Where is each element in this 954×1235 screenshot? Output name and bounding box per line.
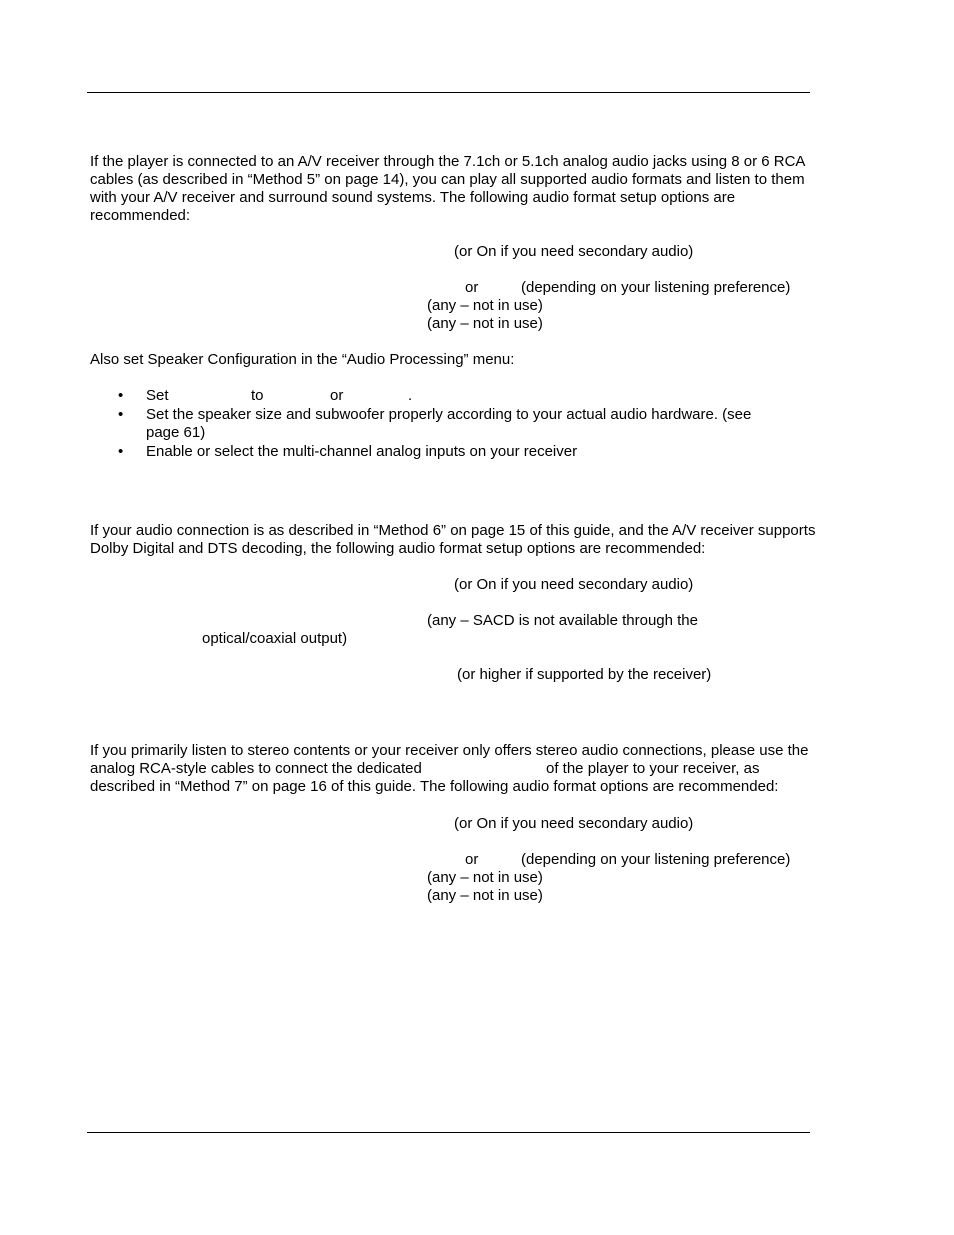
option-note: (any – not in use) — [427, 297, 543, 314]
paragraph-line: with your A/V receiver and surround sound systems. The following audio format setup options are — [90, 189, 736, 206]
option-note: (any – not in use) — [427, 887, 543, 904]
list-item-text: or — [330, 387, 344, 404]
option-note: or — [465, 279, 479, 296]
option-note: (any – not in use) — [427, 869, 543, 886]
paragraph-line: Dolby Digital and DTS decoding, the following audio format setup options are recommended: — [90, 540, 706, 557]
paragraph-line: of the player to your receiver, as — [546, 760, 760, 777]
bullet-icon: • — [118, 443, 124, 460]
bullet-icon: • — [118, 406, 124, 423]
option-note: (any – SACD is not available through the — [427, 612, 698, 629]
list-item-text: page 61) — [146, 424, 206, 441]
list-item-text: Set the speaker size and subwoofer properly according to your actual audio hardware. (see — [146, 406, 752, 423]
paragraph-line: described in “Method 7” on page 16 of this guide. The following audio format options are recommended: — [90, 778, 779, 795]
option-note: optical/coaxial output) — [202, 630, 348, 647]
list-item-text: Enable or select the multi-channel analog inputs on your receiver — [146, 443, 578, 460]
option-note: (or On if you need secondary audio) — [454, 815, 694, 832]
paragraph-line: If you primarily listen to stereo contents or your receiver only offers stereo audio connections, please use the — [90, 742, 809, 759]
option-note: or — [465, 851, 479, 868]
option-note: (depending on your listening preference) — [521, 851, 791, 868]
option-note: (depending on your listening preference) — [521, 279, 791, 296]
option-note: (or On if you need secondary audio) — [454, 576, 694, 593]
speaker-config-intro: Also set Speaker Configuration in the “Audio Processing” menu: — [90, 351, 515, 368]
paragraph-line: recommended: — [90, 207, 191, 224]
list-item-text: to — [251, 387, 264, 404]
header-rule — [87, 92, 810, 93]
paragraph-line: If your audio connection is as described in “Method 6” on page 15 of this guide, and the A/V receiver supports — [90, 522, 816, 539]
list-item-text: . — [408, 387, 413, 404]
footer-rule — [87, 1132, 810, 1133]
option-note: (any – not in use) — [427, 315, 543, 332]
paragraph-line: analog RCA-style cables to connect the dedicated — [90, 760, 422, 777]
paragraph-line: If the player is connected to an A/V receiver through the 7.1ch or 5.1ch analog audio jacks using 8 or 6 RCA — [90, 153, 806, 170]
bullet-icon: • — [118, 387, 124, 404]
paragraph-line: cables (as described in “Method 5” on page 14), you can play all supported audio formats and listen to them — [90, 171, 805, 188]
option-note: (or On if you need secondary audio) — [454, 243, 694, 260]
list-item-text: Set — [146, 387, 169, 404]
option-note: (or higher if supported by the receiver) — [457, 666, 712, 683]
